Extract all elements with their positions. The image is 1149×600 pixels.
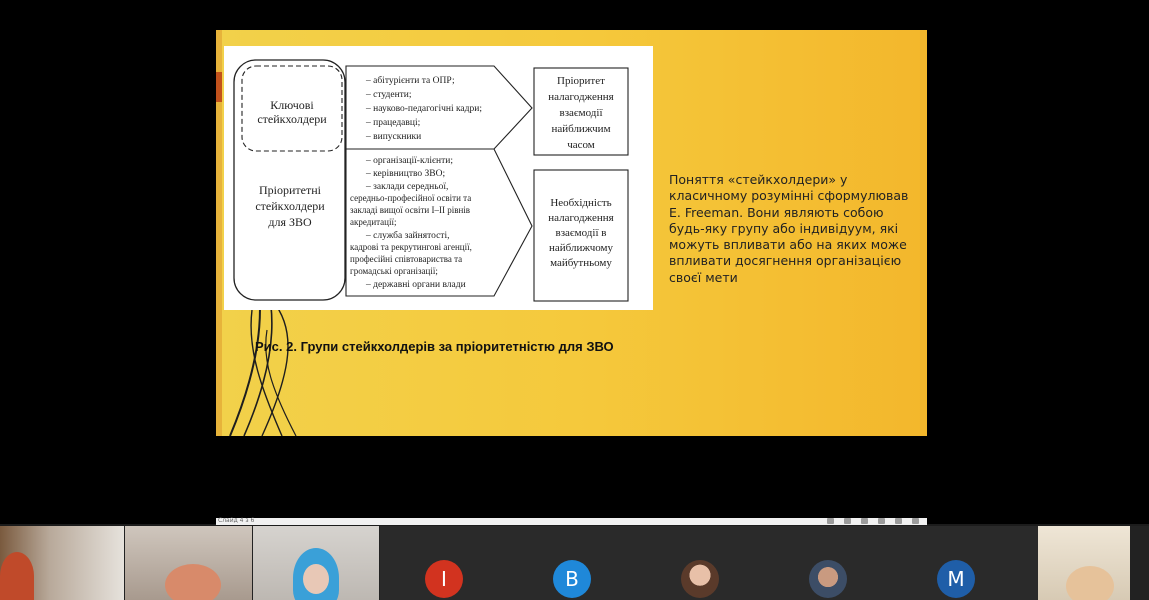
top-list-item: – випускники	[366, 132, 422, 142]
top-list-item: – науково-педагогічні кадри;	[366, 104, 482, 114]
participant-hair	[0, 552, 34, 600]
participant-video-tile[interactable]	[253, 526, 379, 600]
bottom-list-item: – заклади середньої,	[366, 182, 449, 192]
top-list-item: – абітурієнти та ОПР;	[366, 76, 455, 86]
participant-face	[1066, 566, 1114, 600]
participant-video-tile[interactable]	[1038, 526, 1130, 600]
participant-initial-avatar: В	[553, 560, 591, 598]
participant-video-tile[interactable]	[0, 526, 124, 600]
participant-avatar-tile[interactable]	[892, 526, 1038, 600]
bottom-list-item: закладі вищої освіти І–ІІ рівнів	[350, 205, 471, 215]
participant-face	[165, 564, 221, 600]
participant-avatar-tile[interactable]	[764, 526, 892, 600]
top-list-item: – працедавці;	[366, 118, 421, 128]
stakeholder-diagram	[224, 46, 653, 310]
reading-view-icon[interactable]	[895, 518, 902, 524]
future-need-line: найближчому	[549, 242, 613, 254]
participant-photo-avatar	[809, 560, 847, 598]
priority-now-line: взаємодії	[559, 107, 603, 119]
bottom-list-item: акредитації;	[350, 217, 397, 227]
participant-face	[303, 564, 329, 594]
priority-label-line: для ЗВО	[268, 215, 312, 229]
participant-video-tile[interactable]	[125, 526, 252, 600]
slide-sorter-icon[interactable]	[878, 518, 885, 524]
bottom-list-item: середньо-професійної освіти та	[350, 193, 472, 203]
participant-avatar-tile[interactable]	[380, 526, 508, 600]
definition-text: Поняття «стейкхолдери» у класичному розумінні сформулював E. Freeman. Вони являють собою будь-яку групу або індивідуум, які можуть впливати або на яких може впливати досягнення організацією своєї мети	[669, 172, 909, 285]
future-need-line: взаємодії в	[555, 227, 607, 239]
priority-label-line: Пріоритетні	[259, 183, 321, 197]
priority-now-line: Пріоритет	[557, 75, 605, 87]
presentation-slide	[222, 30, 927, 436]
future-need-line: налагодження	[548, 212, 614, 224]
bottom-list-item: – керівництво ЗВО;	[366, 169, 446, 179]
participant-initial-avatar: І	[425, 560, 463, 598]
normal-view-icon[interactable]	[861, 518, 868, 524]
bottom-list-item: – організації-клієнти;	[366, 156, 453, 166]
bottom-list-item: професійні співтовариства та	[350, 254, 463, 264]
priority-now-line: найближчим	[551, 123, 611, 135]
bottom-list-item: кадрові та рекрутингові агенції,	[350, 242, 472, 252]
participant-strip	[0, 526, 1149, 600]
bottom-list-item: – державні органи влади	[366, 280, 466, 290]
slide-counter: Слайд 4 з 6	[218, 517, 255, 524]
slideshow-icon[interactable]	[912, 518, 919, 524]
bottom-list-item: громадські організації;	[350, 266, 438, 276]
key-label-line: Ключові	[270, 98, 314, 112]
key-label-line: стейкхолдери	[257, 112, 327, 126]
priority-now-line: налагодження	[548, 91, 614, 103]
priority-now-line: часом	[567, 139, 595, 151]
presentation-status-bar	[216, 518, 927, 525]
participant-initial-avatar: M	[937, 560, 975, 598]
bottom-list-item: – служба зайнятості,	[366, 231, 450, 241]
top-list-item: – студенти;	[366, 90, 412, 100]
participant-avatar-tile[interactable]	[636, 526, 764, 600]
future-need-line: Необхідність	[550, 197, 612, 209]
future-need-line: майбутньому	[550, 257, 612, 269]
notes-icon[interactable]	[827, 518, 834, 524]
view-controls	[827, 518, 919, 524]
priority-label-line: стейкхолдери	[255, 199, 325, 213]
participant-avatar-tile[interactable]	[508, 526, 636, 600]
comments-icon[interactable]	[844, 518, 851, 524]
figure-caption: Рис. 2. Групи стейкхолдерів за пріоритетністю для ЗВО	[255, 339, 614, 354]
participant-photo-avatar	[681, 560, 719, 598]
stakeholders-container	[234, 60, 345, 300]
